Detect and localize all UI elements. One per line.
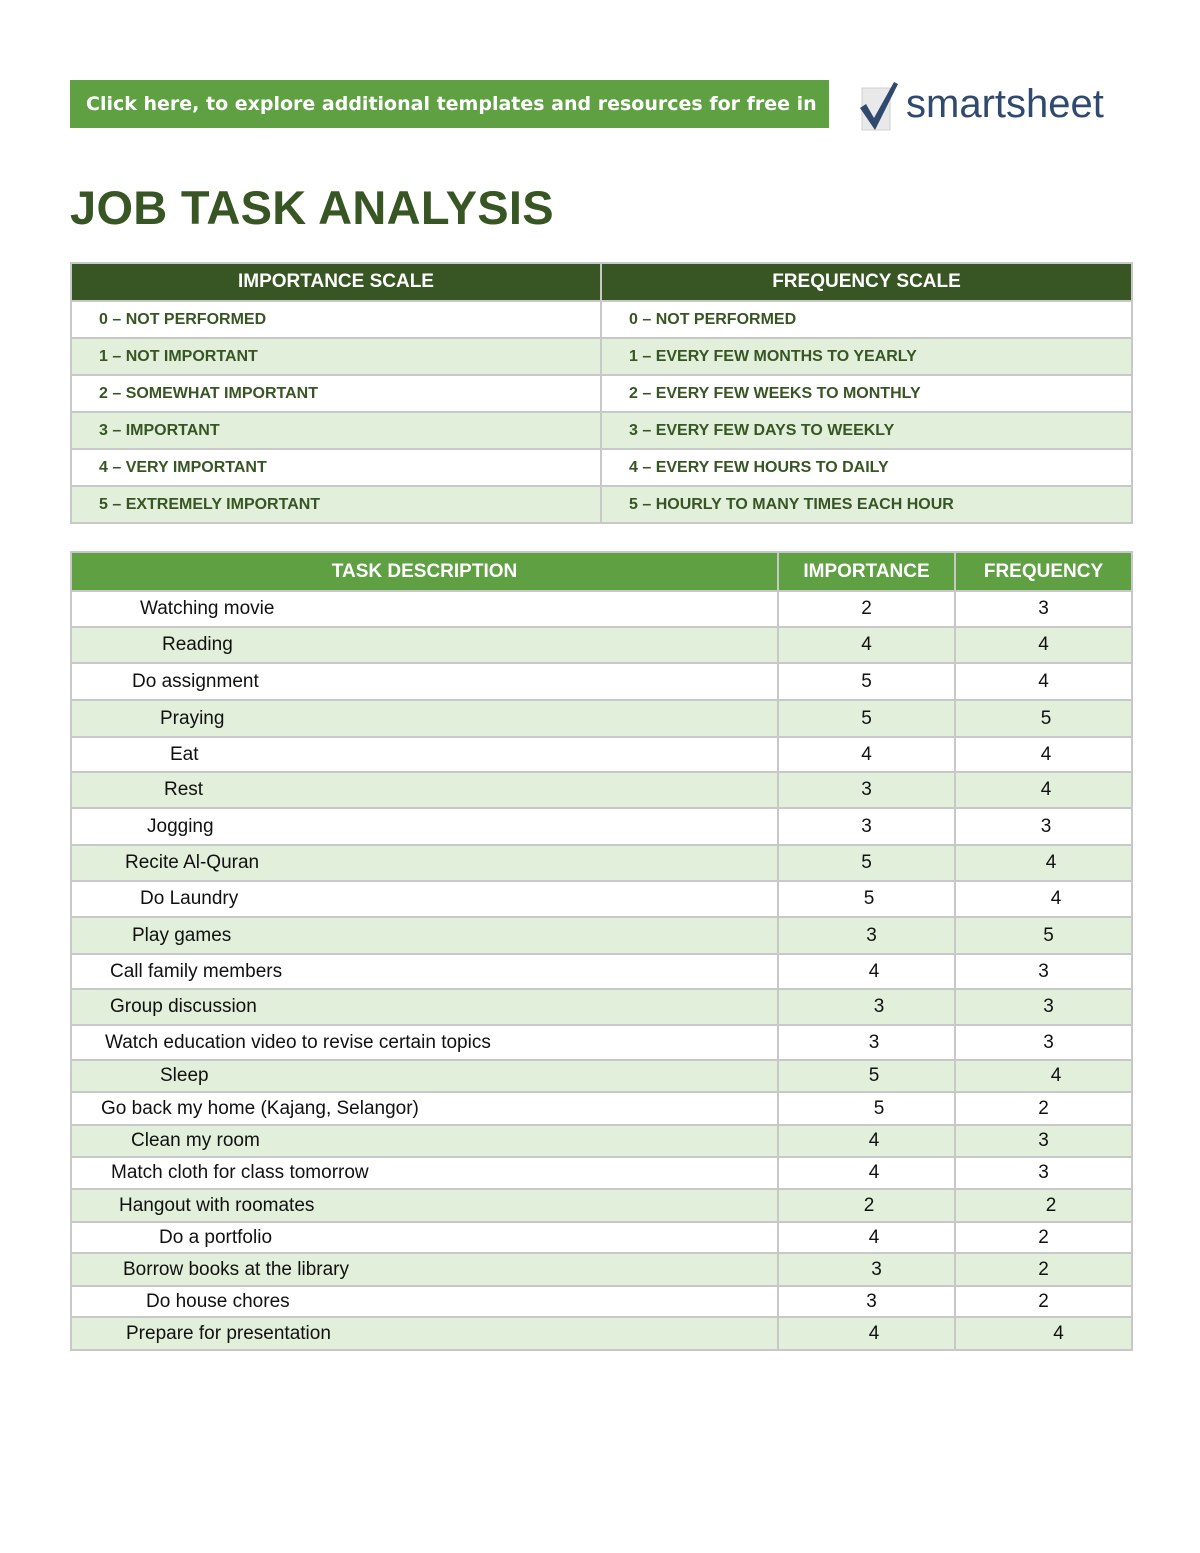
task-frequency: 4 — [955, 772, 1132, 808]
task-importance: 4 — [778, 1317, 955, 1350]
task-frequency: 4 — [955, 737, 1132, 772]
task-importance: 4 — [778, 627, 955, 663]
importance-header: IMPORTANCE — [778, 552, 955, 591]
task-description: Jogging — [71, 808, 778, 845]
task-importance: 3 — [778, 808, 955, 845]
importance-scale-item: 4 – VERY IMPORTANT — [71, 449, 601, 486]
task-frequency: 2 — [955, 1222, 1132, 1253]
task-description: Recite Al-Quran — [71, 845, 778, 881]
task-row — [71, 772, 1132, 808]
frequency-scale-item: 0 – NOT PERFORMED — [601, 301, 1132, 338]
task-importance: 3 — [778, 772, 955, 808]
task-frequency: 5 — [955, 700, 1132, 737]
task-row — [71, 737, 1132, 772]
task-row — [71, 1317, 1132, 1350]
task-frequency: 2 — [955, 1286, 1132, 1317]
task-description: Borrow books at the library — [71, 1253, 778, 1286]
task-importance: 2 — [778, 591, 955, 627]
task-row — [71, 808, 1132, 845]
task-description: Clean my room — [71, 1125, 778, 1157]
task-row — [71, 989, 1132, 1025]
task-description: Eat — [71, 737, 778, 772]
importance-scale-item: 1 – NOT IMPORTANT — [71, 338, 601, 375]
importance-scale-item: 0 – NOT PERFORMED — [71, 301, 601, 338]
frequency-scale-item: 3 – EVERY FEW DAYS TO WEEKLY — [601, 412, 1132, 449]
task-importance: 4 — [778, 1125, 955, 1157]
task-description: Reading — [71, 627, 778, 663]
task-importance: 3 — [778, 1025, 955, 1060]
frequency-scale-item: 5 – HOURLY TO MANY TIMES EACH HOUR — [601, 486, 1132, 523]
task-importance: 3 — [778, 1286, 955, 1317]
task-importance: 3 — [778, 917, 955, 954]
task-description: Do a portfolio — [71, 1222, 778, 1253]
task-row — [71, 1189, 1132, 1222]
task-frequency: 2 — [955, 1189, 1132, 1222]
task-row — [71, 1092, 1132, 1125]
task-frequency: 4 — [955, 627, 1132, 663]
task-row — [71, 663, 1132, 700]
task-importance: 4 — [778, 737, 955, 772]
scale-row — [71, 375, 1132, 412]
task-importance: 5 — [778, 881, 955, 917]
importance-scale-item: 3 – IMPORTANT — [71, 412, 601, 449]
task-frequency: 3 — [955, 591, 1132, 627]
task-description: Do house chores — [71, 1286, 778, 1317]
scale-table — [70, 262, 1133, 524]
scale-row — [71, 301, 1132, 338]
task-frequency: 2 — [955, 1253, 1132, 1286]
task-description: Hangout with roomates — [71, 1189, 778, 1222]
task-description: Praying — [71, 700, 778, 737]
scale-row — [71, 412, 1132, 449]
task-description: Match cloth for class tomorrow — [71, 1157, 778, 1189]
task-frequency: 3 — [955, 1125, 1132, 1157]
task-importance: 5 — [778, 845, 955, 881]
task-row — [71, 1157, 1132, 1189]
task-row — [71, 845, 1132, 881]
task-importance: 4 — [778, 954, 955, 989]
task-description: Call family members — [71, 954, 778, 989]
task-row — [71, 954, 1132, 989]
task-row — [71, 1286, 1132, 1317]
task-description: Watch education video to revise certain topics — [71, 1025, 778, 1060]
scale-row — [71, 449, 1132, 486]
task-frequency: 3 — [955, 808, 1132, 845]
page-title: JOB TASK ANALYSIS — [70, 181, 554, 234]
task-row — [71, 700, 1132, 737]
task-description: Group discussion — [71, 989, 778, 1025]
smartsheet-logo[interactable] — [856, 74, 1106, 134]
importance-scale-item: 2 – SOMEWHAT IMPORTANT — [71, 375, 601, 412]
task-importance: 4 — [778, 1222, 955, 1253]
task-importance: 2 — [778, 1189, 955, 1222]
task-row — [71, 881, 1132, 917]
task-row — [71, 1253, 1132, 1286]
task-description: Sleep — [71, 1060, 778, 1092]
task-frequency: 3 — [955, 954, 1132, 989]
task-header-row — [71, 552, 1132, 591]
frequency-scale-item: 4 – EVERY FEW HOURS TO DAILY — [601, 449, 1132, 486]
task-frequency: 3 — [955, 1025, 1132, 1060]
task-importance: 5 — [778, 700, 955, 737]
frequency-scale-item: 2 – EVERY FEW WEEKS TO MONTHLY — [601, 375, 1132, 412]
task-frequency: 4 — [955, 1060, 1132, 1092]
scale-header-row — [71, 263, 1132, 301]
scale-row — [71, 486, 1132, 523]
frequency-scale-item: 1 – EVERY FEW MONTHS TO YEARLY — [601, 338, 1132, 375]
task-row — [71, 627, 1132, 663]
task-row — [71, 1125, 1132, 1157]
scale-row — [71, 338, 1132, 375]
task-description: Watching movie — [71, 591, 778, 627]
task-description: Rest — [71, 772, 778, 808]
logo-wordmark: smartsheet — [906, 82, 1104, 126]
task-description: Do assignment — [71, 663, 778, 700]
task-row — [71, 917, 1132, 954]
task-description-header: TASK DESCRIPTION — [71, 552, 778, 591]
task-frequency: 3 — [955, 989, 1132, 1025]
templates-banner-link[interactable]: Click here, to explore additional templates and resources for free in — [70, 80, 829, 128]
task-frequency: 2 — [955, 1092, 1132, 1125]
task-importance: 5 — [778, 1060, 955, 1092]
task-table — [70, 551, 1133, 1351]
importance-scale-header: IMPORTANCE SCALE — [71, 263, 601, 301]
task-frequency: 4 — [955, 881, 1132, 917]
importance-scale-item: 5 – EXTREMELY IMPORTANT — [71, 486, 601, 523]
task-description: Prepare for presentation — [71, 1317, 778, 1350]
task-importance: 3 — [778, 989, 955, 1025]
task-frequency: 4 — [955, 845, 1132, 881]
task-importance: 3 — [778, 1253, 955, 1286]
task-row — [71, 1060, 1132, 1092]
frequency-header: FREQUENCY — [955, 552, 1132, 591]
task-importance: 5 — [778, 663, 955, 700]
checkmark-icon — [856, 80, 902, 134]
task-frequency: 4 — [955, 1317, 1132, 1350]
task-description: Go back my home (Kajang, Selangor) — [71, 1092, 778, 1125]
task-frequency: 4 — [955, 663, 1132, 700]
frequency-scale-header: FREQUENCY SCALE — [601, 263, 1132, 301]
task-description: Play games — [71, 917, 778, 954]
task-frequency: 3 — [955, 1157, 1132, 1189]
task-row — [71, 591, 1132, 627]
task-importance: 5 — [778, 1092, 955, 1125]
task-row — [71, 1222, 1132, 1253]
task-frequency: 5 — [955, 917, 1132, 954]
task-description: Do Laundry — [71, 881, 778, 917]
task-importance: 4 — [778, 1157, 955, 1189]
task-row — [71, 1025, 1132, 1060]
